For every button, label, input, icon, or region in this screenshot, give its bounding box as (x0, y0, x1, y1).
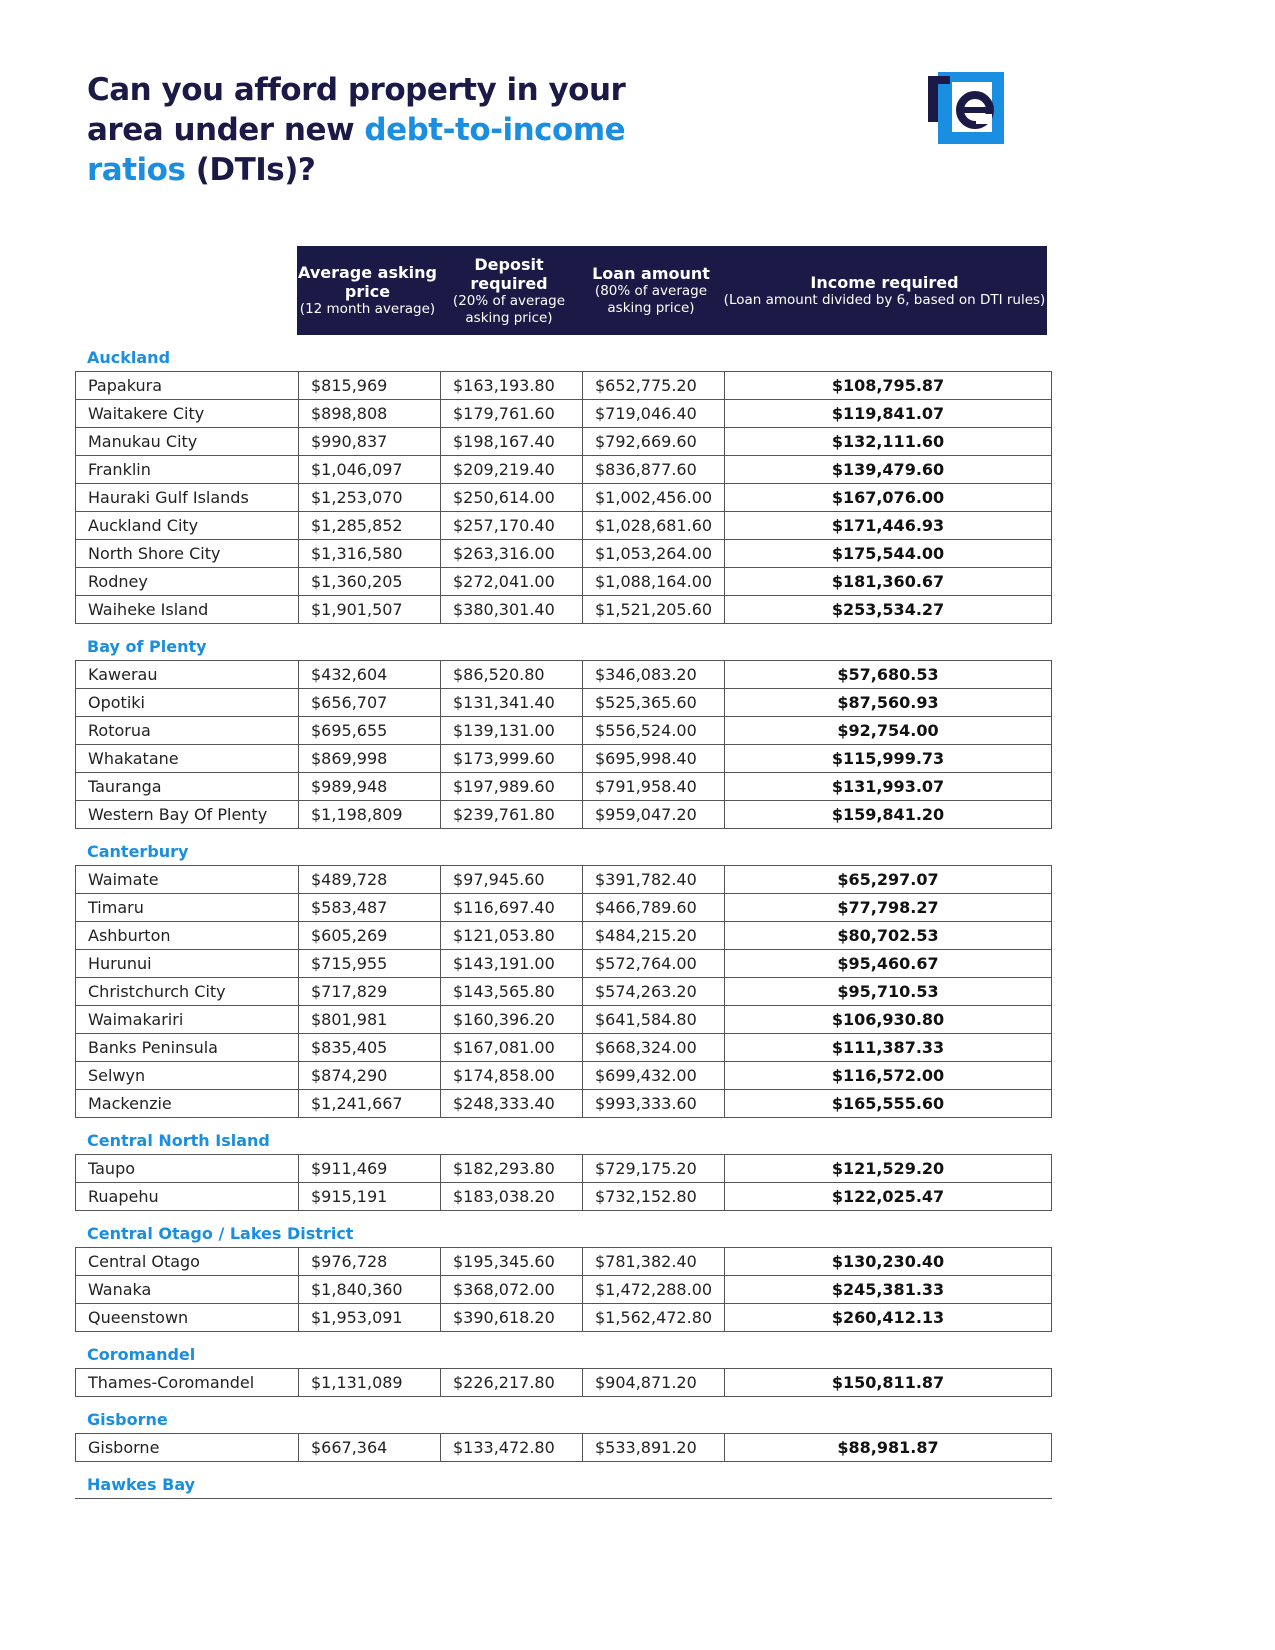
header-loan-title: Loan amount (592, 264, 710, 283)
deposit-cell: $174,858.00 (441, 1062, 583, 1090)
income-cell: $108,795.87 (725, 372, 1052, 400)
title-part2: (DTIs)? (185, 152, 316, 188)
loan-cell: $719,046.40 (583, 400, 725, 428)
deposit-cell: $131,341.40 (441, 689, 583, 717)
suburb-cell: Central Otago (76, 1248, 299, 1276)
income-cell: $77,798.27 (725, 894, 1052, 922)
table-row (76, 661, 1052, 689)
suburb-cell: Waimate (76, 866, 299, 894)
suburb-cell: North Shore City (76, 540, 299, 568)
suburb-cell: Banks Peninsula (76, 1034, 299, 1062)
loan-cell: $641,584.80 (583, 1006, 725, 1034)
table-row (76, 801, 1052, 829)
table-row (76, 1369, 1052, 1397)
avg-price-cell: $1,953,091 (299, 1304, 441, 1332)
deposit-cell: $167,081.00 (441, 1034, 583, 1062)
region-table (75, 1247, 1052, 1332)
income-cell: $181,360.67 (725, 568, 1052, 596)
income-cell: $119,841.07 (725, 400, 1052, 428)
deposit-cell: $179,761.60 (441, 400, 583, 428)
table-row (76, 568, 1052, 596)
income-cell: $131,993.07 (725, 773, 1052, 801)
table-row (76, 1034, 1052, 1062)
suburb-cell: Christchurch City (76, 978, 299, 1006)
income-cell: $150,811.87 (725, 1369, 1052, 1397)
suburb-cell: Thames-Coromandel (76, 1369, 299, 1397)
avg-price-cell: $1,360,205 (299, 568, 441, 596)
suburb-cell: Rotorua (76, 717, 299, 745)
income-cell: $111,387.33 (725, 1034, 1052, 1062)
header-income (722, 246, 1047, 335)
deposit-cell: $133,472.80 (441, 1434, 583, 1462)
income-cell: $92,754.00 (725, 717, 1052, 745)
loan-cell: $993,333.60 (583, 1090, 725, 1118)
deposit-cell: $198,167.40 (441, 428, 583, 456)
avg-price-cell: $715,955 (299, 950, 441, 978)
loan-cell: $1,002,456.00 (583, 484, 725, 512)
table-row (76, 372, 1052, 400)
table-header (297, 246, 1047, 335)
income-cell: $121,529.20 (725, 1155, 1052, 1183)
deposit-cell: $121,053.80 (441, 922, 583, 950)
income-cell: $165,555.60 (725, 1090, 1052, 1118)
table-row (76, 512, 1052, 540)
avg-price-cell: $1,253,070 (299, 484, 441, 512)
avg-price-cell: $1,285,852 (299, 512, 441, 540)
avg-price-cell: $656,707 (299, 689, 441, 717)
avg-price-cell: $898,808 (299, 400, 441, 428)
region-heading: Canterbury (87, 842, 189, 861)
deposit-cell: $380,301.40 (441, 596, 583, 624)
deposit-cell: $368,072.00 (441, 1276, 583, 1304)
header-loan-sub: (80% of average asking price) (594, 283, 708, 316)
table-row (76, 717, 1052, 745)
regions-table (75, 345, 1052, 1499)
divider (75, 1498, 1052, 1499)
income-cell: $260,412.13 (725, 1304, 1052, 1332)
avg-price-cell: $911,469 (299, 1155, 441, 1183)
header-deposit-sub: (20% of average asking price) (452, 292, 566, 326)
suburb-cell: Waitakere City (76, 400, 299, 428)
table-row (76, 978, 1052, 1006)
loan-cell: $556,524.00 (583, 717, 725, 745)
income-cell: $253,534.27 (725, 596, 1052, 624)
avg-price-cell: $835,405 (299, 1034, 441, 1062)
suburb-cell: Western Bay Of Plenty (76, 801, 299, 829)
loan-cell: $652,775.20 (583, 372, 725, 400)
avg-price-cell: $1,198,809 (299, 801, 441, 829)
income-cell: $171,446.93 (725, 512, 1052, 540)
table-row (76, 773, 1052, 801)
header-loan (580, 246, 722, 335)
table-row (76, 484, 1052, 512)
suburb-cell: Queenstown (76, 1304, 299, 1332)
deposit-cell: $173,999.60 (441, 745, 583, 773)
avg-price-cell: $695,655 (299, 717, 441, 745)
avg-price-cell: $667,364 (299, 1434, 441, 1462)
loan-cell: $791,958.40 (583, 773, 725, 801)
table-row (76, 1248, 1052, 1276)
suburb-cell: Opotiki (76, 689, 299, 717)
loan-cell: $732,152.80 (583, 1183, 725, 1211)
income-cell: $132,111.60 (725, 428, 1052, 456)
table-row (76, 540, 1052, 568)
loan-cell: $836,877.60 (583, 456, 725, 484)
deposit-cell: $97,945.60 (441, 866, 583, 894)
region-heading: Hawkes Bay (87, 1475, 196, 1494)
deposit-cell: $263,316.00 (441, 540, 583, 568)
avg-price-cell: $801,981 (299, 1006, 441, 1034)
suburb-cell: Tauranga (76, 773, 299, 801)
title-part1: Can you afford property in your area under new (87, 72, 626, 148)
deposit-cell: $143,191.00 (441, 950, 583, 978)
header-avg-price-sub: (12 month average) (299, 301, 436, 317)
income-cell: $175,544.00 (725, 540, 1052, 568)
region-table (75, 1368, 1052, 1397)
region-heading: Bay of Plenty (87, 637, 207, 656)
table-row (76, 866, 1052, 894)
avg-price-cell: $1,046,097 (299, 456, 441, 484)
table-row (76, 1304, 1052, 1332)
deposit-cell: $182,293.80 (441, 1155, 583, 1183)
income-cell: $87,560.93 (725, 689, 1052, 717)
suburb-cell: Kawerau (76, 661, 299, 689)
loan-cell: $1,028,681.60 (583, 512, 725, 540)
income-cell: $65,297.07 (725, 866, 1052, 894)
suburb-cell: Ashburton (76, 922, 299, 950)
income-cell: $115,999.73 (725, 745, 1052, 773)
deposit-cell: $272,041.00 (441, 568, 583, 596)
avg-price-cell: $583,487 (299, 894, 441, 922)
table-row (76, 1062, 1052, 1090)
table-row (76, 400, 1052, 428)
avg-price-cell: $869,998 (299, 745, 441, 773)
table-row (76, 1155, 1052, 1183)
income-cell: $139,479.60 (725, 456, 1052, 484)
loan-cell: $525,365.60 (583, 689, 725, 717)
avg-price-cell: $989,948 (299, 773, 441, 801)
region-table (75, 865, 1052, 1118)
loan-cell: $1,562,472.80 (583, 1304, 725, 1332)
deposit-cell: $139,131.00 (441, 717, 583, 745)
loan-cell: $572,764.00 (583, 950, 725, 978)
title-highlight: debt-to-income ratios (87, 112, 626, 188)
suburb-cell: Hurunui (76, 950, 299, 978)
income-cell: $80,702.53 (725, 922, 1052, 950)
loan-cell: $959,047.20 (583, 801, 725, 829)
loan-cell: $792,669.60 (583, 428, 725, 456)
suburb-cell: Ruapehu (76, 1183, 299, 1211)
deposit-cell: $250,614.00 (441, 484, 583, 512)
header-avg-price-title: Average asking price (298, 263, 437, 301)
loan-cell: $484,215.20 (583, 922, 725, 950)
loan-cell: $1,088,164.00 (583, 568, 725, 596)
header-deposit (438, 246, 580, 335)
suburb-cell: Gisborne (76, 1434, 299, 1462)
income-cell: $159,841.20 (725, 801, 1052, 829)
region-heading: Central North Island (87, 1131, 270, 1150)
avg-price-cell: $1,901,507 (299, 596, 441, 624)
deposit-cell: $257,170.40 (441, 512, 583, 540)
avg-price-cell: $489,728 (299, 866, 441, 894)
suburb-cell: Selwyn (76, 1062, 299, 1090)
suburb-cell: Franklin (76, 456, 299, 484)
suburb-cell: Hauraki Gulf Islands (76, 484, 299, 512)
table-row (76, 1090, 1052, 1118)
loan-cell: $668,324.00 (583, 1034, 725, 1062)
avg-price-cell: $815,969 (299, 372, 441, 400)
table-row (76, 894, 1052, 922)
deposit-cell: $209,219.40 (441, 456, 583, 484)
region-table (75, 660, 1052, 829)
deposit-cell: $163,193.80 (441, 372, 583, 400)
deposit-cell: $390,618.20 (441, 1304, 583, 1332)
income-cell: $88,981.87 (725, 1434, 1052, 1462)
loan-cell: $1,521,205.60 (583, 596, 725, 624)
suburb-cell: Waimakariri (76, 1006, 299, 1034)
deposit-cell: $160,396.20 (441, 1006, 583, 1034)
loan-cell: $1,053,264.00 (583, 540, 725, 568)
region-heading: Central Otago / Lakes District (87, 1224, 354, 1243)
loan-cell: $466,789.60 (583, 894, 725, 922)
income-cell: $95,710.53 (725, 978, 1052, 1006)
avg-price-cell: $976,728 (299, 1248, 441, 1276)
income-cell: $130,230.40 (725, 1248, 1052, 1276)
suburb-cell: Timaru (76, 894, 299, 922)
income-cell: $167,076.00 (725, 484, 1052, 512)
deposit-cell: $116,697.40 (441, 894, 583, 922)
loan-cell: $904,871.20 (583, 1369, 725, 1397)
table-row (76, 689, 1052, 717)
income-cell: $116,572.00 (725, 1062, 1052, 1090)
deposit-cell: $86,520.80 (441, 661, 583, 689)
suburb-cell: Taupo (76, 1155, 299, 1183)
suburb-cell: Mackenzie (76, 1090, 299, 1118)
header-income-title: Income required (810, 272, 959, 292)
deposit-cell: $226,217.80 (441, 1369, 583, 1397)
table-row (76, 1006, 1052, 1034)
deposit-cell: $197,989.60 (441, 773, 583, 801)
deposit-cell: $239,761.80 (441, 801, 583, 829)
avg-price-cell: $1,241,667 (299, 1090, 441, 1118)
avg-price-cell: $874,290 (299, 1062, 441, 1090)
region-heading: Gisborne (87, 1410, 168, 1429)
deposit-cell: $248,333.40 (441, 1090, 583, 1118)
avg-price-cell: $915,191 (299, 1183, 441, 1211)
avg-price-cell: $1,316,580 (299, 540, 441, 568)
table-row (76, 745, 1052, 773)
header-income-sub: (Loan amount divided by 6, based on DTI rules) (723, 291, 1046, 308)
avg-price-cell: $432,604 (299, 661, 441, 689)
suburb-cell: Manukau City (76, 428, 299, 456)
avg-price-cell: $605,269 (299, 922, 441, 950)
suburb-cell: Papakura (76, 372, 299, 400)
table-row (76, 1276, 1052, 1304)
loan-cell: $346,083.20 (583, 661, 725, 689)
region-table (75, 371, 1052, 624)
region-table (75, 1154, 1052, 1211)
header-deposit-title: Deposit required (470, 254, 548, 293)
avg-price-cell: $1,131,089 (299, 1369, 441, 1397)
deposit-cell: $183,038.20 (441, 1183, 583, 1211)
income-cell: $95,460.67 (725, 950, 1052, 978)
region-heading: Coromandel (87, 1345, 196, 1364)
table-row (76, 428, 1052, 456)
header-avg-price (297, 246, 438, 335)
region-table (75, 1433, 1052, 1462)
loan-cell: $1,472,288.00 (583, 1276, 725, 1304)
loan-cell: $695,998.40 (583, 745, 725, 773)
income-cell: $245,381.33 (725, 1276, 1052, 1304)
table-row (76, 922, 1052, 950)
loan-cell: $729,175.20 (583, 1155, 725, 1183)
avg-price-cell: $990,837 (299, 428, 441, 456)
table-row (76, 950, 1052, 978)
loan-cell: $699,432.00 (583, 1062, 725, 1090)
income-cell: $122,025.47 (725, 1183, 1052, 1211)
suburb-cell: Rodney (76, 568, 299, 596)
loan-cell: $533,891.20 (583, 1434, 725, 1462)
avg-price-cell: $1,840,360 (299, 1276, 441, 1304)
deposit-cell: $143,565.80 (441, 978, 583, 1006)
income-cell: $106,930.80 (725, 1006, 1052, 1034)
suburb-cell: Auckland City (76, 512, 299, 540)
loan-cell: $781,382.40 (583, 1248, 725, 1276)
suburb-cell: Whakatane (76, 745, 299, 773)
region-heading: Auckland (87, 348, 171, 367)
avg-price-cell: $717,829 (299, 978, 441, 1006)
loan-cell: $391,782.40 (583, 866, 725, 894)
suburb-cell: Wanaka (76, 1276, 299, 1304)
table-row (76, 1434, 1052, 1462)
table-row (76, 596, 1052, 624)
loan-cell: $574,263.20 (583, 978, 725, 1006)
table-row (76, 456, 1052, 484)
page-title (87, 70, 647, 190)
table-row (76, 1183, 1052, 1211)
income-cell: $57,680.53 (725, 661, 1052, 689)
deposit-cell: $195,345.60 (441, 1248, 583, 1276)
suburb-cell: Waiheke Island (76, 596, 299, 624)
rej-logo-icon (928, 68, 1010, 148)
